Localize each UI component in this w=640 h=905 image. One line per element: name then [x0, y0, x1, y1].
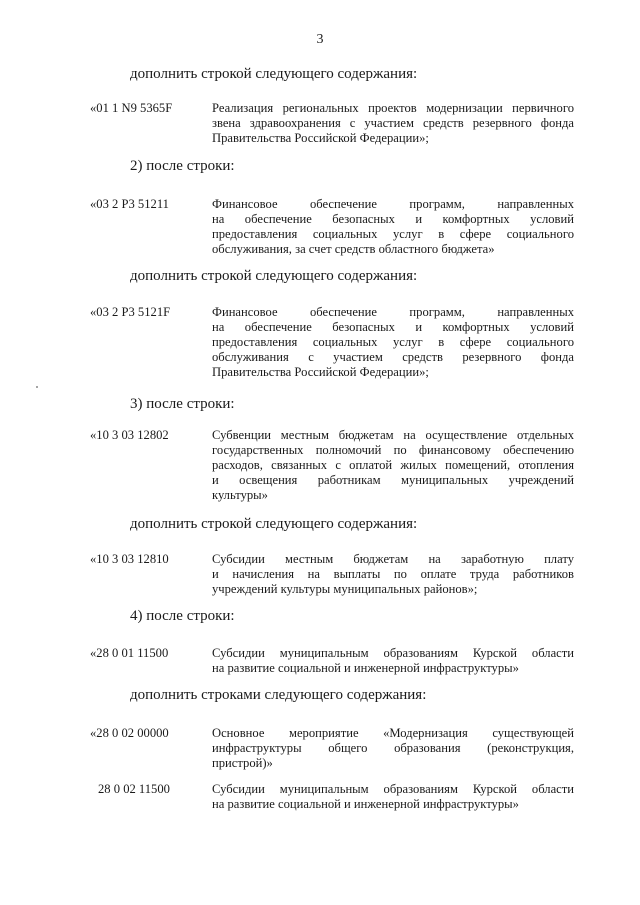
description-line: культуры»	[212, 488, 268, 502]
description-line: обслуживания с участием средств резервного фонда	[212, 350, 574, 364]
entry-description	[212, 726, 574, 771]
entry-code: 28 0 02 11500	[98, 782, 170, 796]
description-line: Субсидии местным бюджетам на заработную плату	[212, 552, 574, 566]
page-number: 3	[316, 32, 324, 47]
description-line: и освещения работникам муниципальных учреждений	[212, 473, 574, 487]
description-line: Реализация региональных проектов модернизации первичного	[212, 101, 574, 115]
entry-description	[212, 197, 574, 257]
instruction-add-lines: дополнить строками следующего содержания:	[130, 687, 427, 703]
instruction-add-line: дополнить строкой следующего содержания:	[130, 66, 418, 82]
description-line: на обеспечение безопасных и комфортных условий	[212, 212, 574, 226]
entry-description	[212, 101, 574, 146]
description-line: обслуживания, за счет средств областного бюджета»	[212, 242, 495, 256]
description-line: Финансовое обеспечение программ, направленных	[212, 197, 574, 211]
instruction-add-line: дополнить строкой следующего содержания:	[130, 516, 418, 532]
description-line: Субсидии муниципальным образованиям Курской области	[212, 782, 574, 796]
entry-description	[212, 646, 574, 676]
description-line: Правительства Российской Федерации»;	[212, 365, 429, 379]
instruction-after-line: 2) после строки:	[130, 158, 235, 174]
entry-description	[212, 552, 574, 597]
description-line: расходов, связанных с оплатой жилых помещений, отопления	[212, 458, 574, 472]
description-line: на развитие социальной и инженерной инфраструктуры»	[212, 797, 519, 811]
description-line: предоставления социальных услуг в сфере социального	[212, 335, 574, 349]
description-line: учреждений культуры муниципальных районов»;	[212, 582, 478, 596]
scan-speck	[36, 386, 38, 388]
description-line: пристрой)»	[212, 756, 273, 770]
entry-code: «03 2 P3 51211	[90, 197, 169, 211]
description-line: на развитие социальной и инженерной инфраструктуры»	[212, 661, 519, 675]
entry-description	[212, 305, 574, 380]
instruction-after-line: 3) после строки:	[130, 396, 235, 412]
entry-code: «10 3 03 12810	[90, 552, 169, 566]
entry-code: «03 2 P3 5121F	[90, 305, 171, 319]
description-line: Правительства Российской Федерации»;	[212, 131, 429, 145]
instruction-after-line: 4) после строки:	[130, 608, 235, 624]
description-line: государственных полномочий по финансовому обеспечению	[212, 443, 574, 457]
description-line: звена здравоохранения с участием средств резервного фонда	[212, 116, 574, 130]
description-line: Субсидии муниципальным образованиям Курской области	[212, 646, 574, 660]
description-line: Субвенции местным бюджетам на осуществление отдельных	[212, 428, 574, 442]
description-line: на обеспечение безопасных и комфортных условий	[212, 320, 574, 334]
description-line: Основное мероприятие «Модернизация существующей	[212, 726, 574, 740]
description-line: инфраструктуры общего образования (реконструкция,	[212, 741, 574, 755]
entry-code: «01 1 N9 5365F	[90, 101, 173, 115]
entry-description	[212, 428, 574, 503]
description-line: и начисления на выплаты по оплате труда работников	[212, 567, 574, 581]
entry-code: «10 3 03 12802	[90, 428, 169, 442]
entry-description	[212, 782, 574, 812]
entry-code: «28 0 01 11500	[90, 646, 169, 660]
instruction-add-line: дополнить строкой следующего содержания:	[130, 268, 418, 284]
description-line: Финансовое обеспечение программ, направленных	[212, 305, 574, 319]
description-line: предоставления социальных услуг в сфере социального	[212, 227, 574, 241]
entry-code: «28 0 02 00000	[90, 726, 169, 740]
